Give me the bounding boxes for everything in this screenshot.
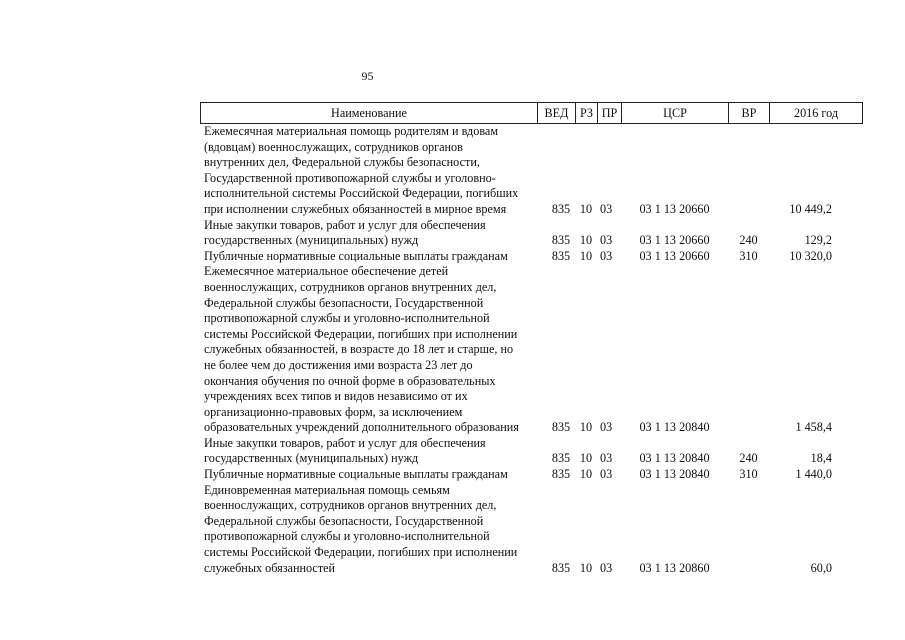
row-ved: 835	[551, 248, 571, 263]
row-name-line: системы Российской Федерации, погибших при исполнении	[204, 545, 518, 560]
row-vr: 310	[739, 248, 758, 263]
table-row	[200, 264, 863, 436]
row-rz: 10	[579, 467, 593, 482]
row-name	[200, 124, 537, 218]
row-amount: 129,2	[804, 233, 832, 248]
row-name	[200, 264, 537, 436]
row-amount: 18,4	[810, 451, 832, 466]
row-ved: 835	[551, 560, 571, 575]
row-csr: 03 1 13 20660	[639, 201, 710, 216]
table-row	[200, 436, 863, 467]
row-ved: 835	[551, 451, 571, 466]
row-name-line: Иные закупки товаров, работ и услуг для обеспечения	[204, 435, 486, 450]
row-name-line: государственных (муниципальных) нужд	[204, 233, 419, 248]
row-name-line: военнослужащих, сотрудников органов внутренних дел,	[204, 279, 497, 294]
row-amount: 1 458,4	[795, 420, 832, 435]
row-name-line: не более чем до достижения ими возраста 23 лет до	[204, 357, 473, 372]
row-amount: 60,0	[810, 560, 832, 575]
row-ved: 835	[551, 420, 571, 435]
table-row	[200, 249, 863, 265]
row-pr: 03	[600, 248, 613, 263]
row-name	[200, 483, 537, 577]
table-row	[200, 467, 863, 483]
row-ved: 835	[551, 233, 571, 248]
row-name-line: противопожарной службы и уголовно-исполнительной	[204, 529, 490, 544]
header-pr: ПР	[597, 103, 621, 123]
row-csr: 03 1 13 20840	[639, 451, 710, 466]
row-pr: 03	[600, 467, 613, 482]
row-csr: 03 1 13 20660	[639, 233, 710, 248]
header-csr: ЦСР	[621, 103, 728, 123]
row-rz: 10	[579, 451, 593, 466]
row-amount: 1 440,0	[795, 467, 832, 482]
row-name-line: служебных обязанностей	[204, 560, 336, 575]
row-ved: 835	[551, 201, 571, 216]
row-name-line: внутренних дел, Федеральной службы безопасности,	[204, 155, 480, 170]
table-row	[200, 124, 863, 218]
row-rz: 10	[579, 201, 593, 216]
row-name-line: государственных (муниципальных) нужд	[204, 451, 419, 466]
row-name-line: военнослужащих, сотрудников органов внутренних дел,	[204, 498, 497, 513]
row-vr: 310	[739, 467, 758, 482]
row-name-line: образовательных учреждений дополнительного образования	[204, 420, 519, 435]
row-vr: 240	[739, 451, 758, 466]
header-ved: ВЕД	[537, 103, 575, 123]
budget-table	[200, 100, 863, 576]
row-name	[200, 467, 537, 483]
row-name-line: Иные закупки товаров, работ и услуг для обеспечения	[204, 217, 486, 232]
row-pr: 03	[600, 560, 613, 575]
row-vr: 240	[739, 233, 758, 248]
row-rz: 10	[579, 420, 593, 435]
table-row	[200, 483, 863, 577]
row-name-line: (вдовцам) военнослужащих, сотрудников органов	[204, 139, 463, 154]
header-name: Наименование	[200, 103, 537, 123]
row-csr: 03 1 13 20660	[639, 248, 710, 263]
row-pr: 03	[600, 201, 613, 216]
row-rz: 10	[579, 560, 593, 575]
table-row	[200, 218, 863, 249]
row-name-line: Федеральной службы безопасности, Государственной	[204, 513, 484, 528]
row-name-line: окончания обучения по очной форме в образовательных	[204, 373, 496, 388]
row-name-line: организационно-правовых форм, за исключением	[204, 404, 463, 419]
row-csr: 03 1 13 20840	[639, 467, 710, 482]
row-name-line: Публичные нормативные социальные выплаты гражданам	[204, 248, 508, 263]
row-name-line: служебных обязанностей, в возрасте до 18 лет и старше, но	[204, 342, 514, 357]
row-name-line: противопожарной службы и уголовно-исполнительной	[204, 311, 490, 326]
row-name-line: при исполнении служебных обязанностей в мирное время	[204, 201, 507, 216]
row-rz: 10	[579, 233, 593, 248]
page-number	[0, 69, 820, 83]
row-name-line: учреждениях всех типов и видов независимо от их	[204, 389, 468, 404]
row-name-line: системы Российской Федерации, погибших при исполнении	[204, 326, 518, 341]
page-number-text: 95	[361, 69, 374, 83]
row-pr: 03	[600, 420, 613, 435]
row-name-line: Ежемесячная материальная помощь родителям и вдовам	[204, 124, 499, 138]
row-name	[200, 249, 537, 265]
row-pr: 03	[600, 233, 613, 248]
table-body	[200, 124, 863, 576]
row-name-line: Ежемесячное материальное обеспечение детей	[204, 264, 449, 279]
row-amount: 10 449,2	[789, 201, 832, 216]
row-rz: 10	[579, 248, 593, 263]
row-csr: 03 1 13 20860	[639, 560, 710, 575]
row-pr: 03	[600, 451, 613, 466]
header-vr: ВР	[728, 103, 769, 123]
table-header	[200, 102, 863, 124]
row-name	[200, 436, 537, 467]
header-rz: РЗ	[575, 103, 597, 123]
row-name-line: Федеральной службы безопасности, Государственной	[204, 295, 484, 310]
row-name	[200, 218, 537, 249]
row-csr: 03 1 13 20840	[639, 420, 710, 435]
row-name-line: Государственной противопожарной службы и уголовно-	[204, 170, 496, 185]
header-year: 2016 год	[769, 103, 863, 123]
row-name-line: Единовременная материальная помощь семьям	[204, 482, 450, 497]
row-name-line: Публичные нормативные социальные выплаты гражданам	[204, 467, 508, 482]
row-ved: 835	[551, 467, 571, 482]
row-name-line: исполнительной системы Российской Федерации, погибших	[204, 186, 519, 201]
row-amount: 10 320,0	[789, 248, 832, 263]
